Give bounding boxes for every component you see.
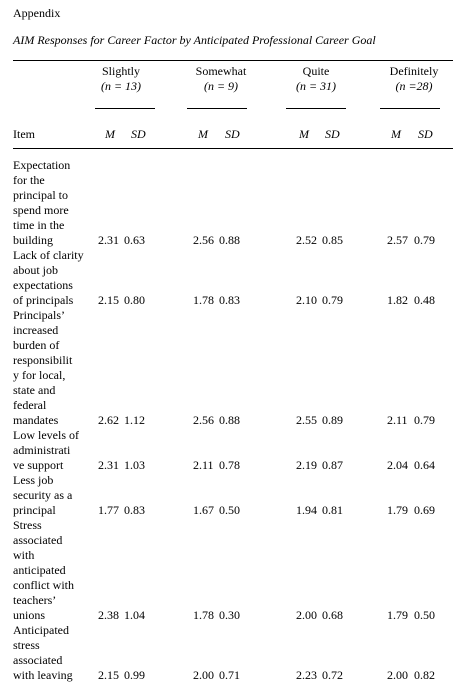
row-item-label (13, 473, 99, 518)
table-top-rule (13, 60, 453, 61)
sd-value: 0.83 (124, 503, 145, 517)
item-line: teachers’ (13, 593, 57, 607)
sd-value: 0.88 (219, 233, 240, 247)
mean-value: 2.00 (296, 608, 317, 622)
sd-value: 0.72 (322, 668, 343, 682)
mean-value: 1.77 (98, 503, 119, 517)
mean-value: 2.23 (296, 668, 317, 682)
sd-value: 0.50 (219, 503, 240, 517)
item-line: federal (13, 398, 47, 412)
group-underline-quite (286, 108, 346, 109)
group-n: (n = 13) (100, 79, 142, 93)
group-label: Quite (302, 64, 330, 78)
row-item-label (13, 623, 99, 683)
group-header-definitely (380, 64, 448, 94)
mean-value: 2.15 (98, 293, 119, 307)
item-line: Low levels of (13, 428, 79, 442)
item-line: y for local, (13, 368, 66, 382)
sd-value: 0.79 (414, 233, 435, 247)
item-line: principal (13, 503, 56, 517)
item-line: expectations (13, 278, 73, 292)
mean-value: 2.56 (193, 413, 214, 427)
sd-header: SD (225, 127, 240, 141)
item-line: anticipated (13, 563, 66, 577)
item-line: with (13, 548, 35, 562)
sd-value: 0.64 (414, 458, 435, 472)
group-header-slightly (91, 64, 151, 94)
sd-header: SD (131, 127, 146, 141)
item-line: spend more (13, 203, 69, 217)
mean-value: 1.67 (193, 503, 214, 517)
mean-value: 2.11 (387, 413, 408, 427)
sd-value: 0.48 (414, 293, 435, 307)
sd-value: 0.30 (219, 608, 240, 622)
item-line: associated (13, 533, 63, 547)
group-underline-definitely (380, 108, 440, 109)
item-line: principal to (13, 188, 68, 202)
item-line: burden of (13, 338, 60, 352)
m-header: M (198, 127, 208, 141)
item-line: security as a (13, 488, 73, 502)
sd-value: 0.50 (414, 608, 435, 622)
item-line: associated (13, 653, 63, 667)
sd-value: 0.83 (219, 293, 240, 307)
mean-value: 1.82 (387, 293, 408, 307)
sd-value: 0.88 (219, 413, 240, 427)
sd-value: 0.71 (219, 668, 240, 682)
mean-value: 1.79 (387, 608, 408, 622)
sd-value: 0.80 (124, 293, 145, 307)
mean-value: 2.56 (193, 233, 214, 247)
row-item-label (13, 518, 99, 623)
group-n: (n =28) (395, 79, 433, 93)
sd-value: 0.78 (219, 458, 240, 472)
mean-value: 1.79 (387, 503, 408, 517)
sd-value: 0.85 (322, 233, 343, 247)
mean-value: 1.78 (193, 608, 214, 622)
mean-value: 2.62 (98, 413, 119, 427)
mean-value: 2.55 (296, 413, 317, 427)
mean-value: 2.31 (98, 233, 119, 247)
sd-value: 1.12 (124, 413, 145, 427)
group-label: Somewhat (195, 64, 247, 78)
mean-value: 2.31 (98, 458, 119, 472)
mean-value: 2.15 (98, 668, 119, 682)
item-line: of principals (13, 293, 74, 307)
mean-value: 2.00 (387, 668, 408, 682)
table-title: AIM Responses for Career Factor by Anticipated Professional Career Goal (13, 33, 376, 47)
item-line: stress (13, 638, 40, 652)
mean-value: 2.04 (387, 458, 408, 472)
sd-value: 0.89 (322, 413, 343, 427)
item-line: administrati (13, 443, 71, 457)
sd-value: 1.03 (124, 458, 145, 472)
row-item-label (13, 158, 99, 248)
group-n: (n = 31) (295, 79, 337, 93)
item-line: with leaving (13, 668, 73, 682)
item-column-header: Item (13, 127, 35, 141)
header-bottom-rule (13, 148, 453, 149)
item-line: state and (13, 383, 56, 397)
row-item-label (13, 248, 99, 308)
item-line: time in the (13, 218, 65, 232)
item-line: Anticipated (13, 623, 69, 637)
mean-value: 2.00 (193, 668, 214, 682)
m-header: M (299, 127, 309, 141)
group-underline-slightly (95, 108, 155, 109)
item-line: Principals’ (13, 308, 65, 322)
mean-value: 2.57 (387, 233, 408, 247)
item-line: about job (13, 263, 58, 277)
sd-value: 0.63 (124, 233, 145, 247)
mean-value: 2.19 (296, 458, 317, 472)
item-line: increased (13, 323, 59, 337)
item-line: Lack of clarity (13, 248, 84, 262)
sd-value: 0.99 (124, 668, 145, 682)
sd-value: 0.81 (322, 503, 343, 517)
sd-value: 0.79 (414, 413, 435, 427)
item-line: unions (13, 608, 46, 622)
sd-value: 1.04 (124, 608, 145, 622)
item-line: ve support (13, 458, 64, 472)
mean-value: 1.94 (296, 503, 317, 517)
group-label: Definitely (389, 64, 439, 78)
group-header-somewhat (187, 64, 255, 94)
group-header-quite (286, 64, 346, 94)
item-line: Less job (13, 473, 54, 487)
sd-header: SD (418, 127, 433, 141)
item-line: Stress (13, 518, 42, 532)
sd-value: 0.82 (414, 668, 435, 682)
row-item-label (13, 308, 99, 428)
group-n: (n = 9) (203, 79, 239, 93)
sd-value: 0.79 (322, 293, 343, 307)
item-line: building (13, 233, 54, 247)
item-line: conflict with (13, 578, 74, 592)
group-underline-somewhat (187, 108, 247, 109)
sd-value: 0.69 (414, 503, 435, 517)
item-line: responsibilit (13, 353, 73, 367)
row-item-label (13, 428, 99, 473)
group-label: Slightly (101, 64, 140, 78)
item-line: Expectation (13, 158, 71, 172)
mean-value: 2.10 (296, 293, 317, 307)
sd-value: 0.68 (322, 608, 343, 622)
appendix-label: Appendix (13, 6, 61, 20)
item-line: mandates (13, 413, 59, 427)
mean-value: 2.52 (296, 233, 317, 247)
sd-value: 0.87 (322, 458, 343, 472)
item-line: for the (13, 173, 45, 187)
m-header: M (105, 127, 115, 141)
mean-value: 1.78 (193, 293, 214, 307)
mean-value: 2.11 (193, 458, 214, 472)
sd-header: SD (325, 127, 340, 141)
m-header: M (391, 127, 401, 141)
mean-value: 2.38 (98, 608, 119, 622)
